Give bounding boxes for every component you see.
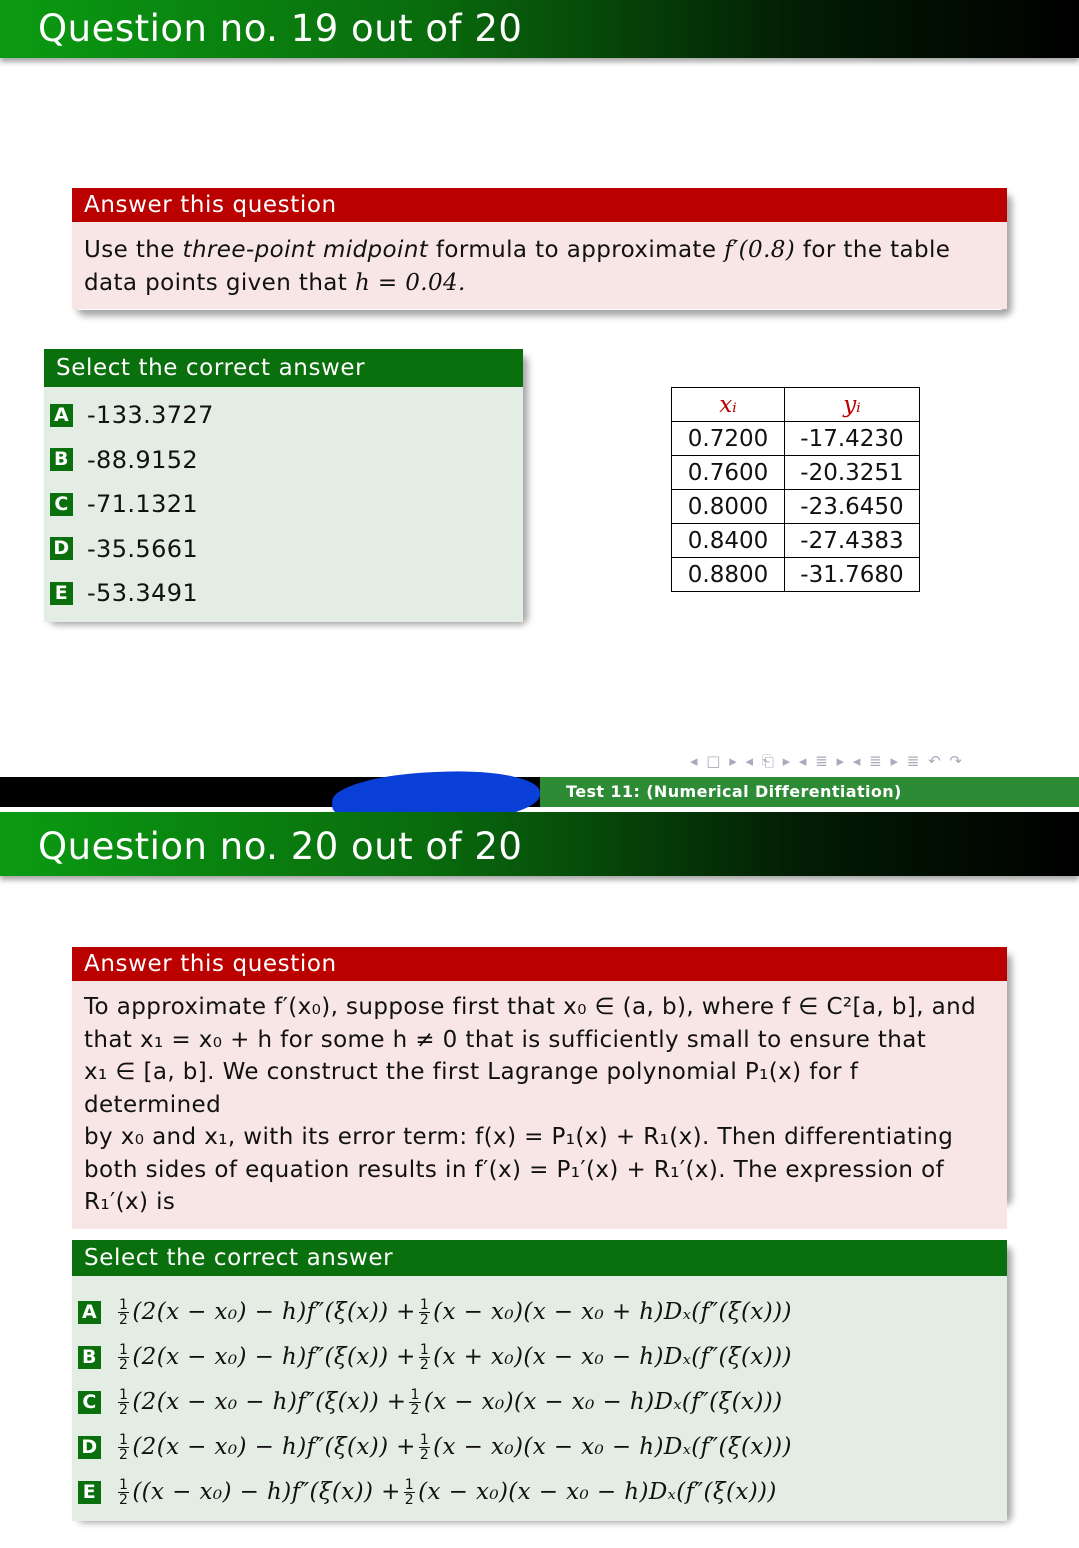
- question-text-part: Use the: [84, 237, 183, 263]
- option-letter: B: [78, 1346, 101, 1369]
- table-row: [672, 524, 920, 558]
- fraction-numerator: 1: [119, 1342, 129, 1358]
- fraction-numerator: 1: [119, 1432, 129, 1448]
- option-letter: D: [78, 1436, 101, 1459]
- option-expr: (2(x − x₀) − h)f″(ξ(x)) +: [132, 1434, 416, 1461]
- fraction-half: [419, 1433, 430, 1462]
- fraction-half: [404, 1478, 415, 1507]
- question-line: R₁′(x) is: [84, 1189, 176, 1215]
- fraction-half: [419, 1343, 430, 1372]
- beamer-navigation-icons[interactable]: ◂ □ ▸ ◂ ⎗ ▸ ◂ ≣ ▸ ◂ ≣ ▸ ≣ ↶ ↷: [690, 752, 965, 770]
- question-text-emphasis: three-point midpoint: [182, 237, 429, 263]
- answer-option-d[interactable]: [78, 1425, 1001, 1470]
- table-row: [672, 558, 920, 592]
- answer-option-b[interactable]: [50, 438, 517, 483]
- frame-title: Question no. 20 out of 20: [0, 812, 1079, 876]
- option-letter: E: [50, 582, 73, 605]
- option-value: -133.3727: [87, 401, 214, 429]
- option-expr: (2(x − x₀) − h)f″(ξ(x)) +: [132, 1344, 416, 1371]
- fraction-numerator: 1: [419, 1432, 430, 1448]
- fraction-denominator: 2: [119, 1312, 129, 1328]
- fraction-denominator: 2: [419, 1447, 430, 1463]
- fraction-numerator: 1: [404, 1477, 415, 1493]
- option-letter: A: [50, 404, 73, 427]
- math-h: h = 0.04.: [354, 269, 466, 296]
- answer-options: [72, 1276, 1007, 1521]
- option-expr: (2(x − x₀ − h)f″(ξ(x)) +: [132, 1389, 407, 1416]
- fraction-half: [118, 1433, 129, 1462]
- table-cell: 0.7600: [672, 456, 785, 490]
- option-value: -53.3491: [87, 579, 199, 607]
- table-cell: 0.7200: [672, 422, 785, 456]
- answer-option-a[interactable]: [78, 1290, 1001, 1335]
- option-expr: (x − x₀)(x − x₀ − h)Dₓ(f″(ξ(x))): [423, 1389, 783, 1416]
- option-letter: D: [50, 537, 73, 560]
- footer-title: Test 11: (Numerical Differentiation): [540, 777, 1079, 807]
- answer-block: [72, 1240, 1007, 1517]
- fraction-half: [118, 1388, 129, 1417]
- table-row: [672, 490, 920, 524]
- table-header-x: xᵢ: [672, 388, 785, 422]
- answer-option-e[interactable]: [78, 1470, 1001, 1515]
- fraction-half: [419, 1298, 430, 1327]
- table-cell: -23.6450: [785, 490, 920, 524]
- table-row: [672, 456, 920, 490]
- answer-block: [44, 349, 523, 619]
- fraction-denominator: 2: [404, 1492, 415, 1508]
- math-fprime: f′(0.8): [724, 237, 796, 263]
- fraction-numerator: 1: [119, 1477, 129, 1493]
- table-cell: -17.4230: [785, 422, 920, 456]
- table-header-y: yᵢ: [785, 388, 920, 422]
- question-text: [72, 222, 1007, 309]
- answer-option-a[interactable]: [50, 393, 517, 438]
- option-value: -35.5661: [87, 534, 199, 563]
- slide-question-20: [0, 812, 1079, 1548]
- fraction-denominator: 2: [419, 1312, 430, 1328]
- fraction-half: [409, 1388, 420, 1417]
- question-line: that x₁ = x₀ + h for some h ≠ 0 that is sufficiently small to ensure that: [84, 1026, 927, 1053]
- answer-option-c[interactable]: [78, 1380, 1001, 1425]
- option-letter: B: [50, 448, 73, 471]
- question-line: both sides of equation results in f′(x) = P₁′(x) + R₁′(x). The expression of: [84, 1156, 945, 1183]
- fraction-numerator: 1: [410, 1387, 420, 1403]
- question-text: [72, 981, 1007, 1229]
- question-line: x₁ ∈ [a, b]. We construct the first Lagrange polynomial P₁(x) for f determined: [84, 1059, 859, 1118]
- fraction-denominator: 2: [419, 1357, 430, 1373]
- option-letter: C: [78, 1391, 101, 1414]
- question-block-header: Answer this question: [72, 188, 1007, 222]
- fraction-denominator: 2: [119, 1447, 129, 1463]
- option-value: -71.1321: [87, 490, 199, 518]
- option-expr: ((x − x₀) − h)f″(ξ(x)) +: [132, 1479, 401, 1506]
- table-cell: 0.8400: [672, 524, 785, 558]
- table-row: [672, 422, 920, 456]
- question-block: [72, 188, 1007, 310]
- option-expr: (x − x₀)(x − x₀ + h)Dₓ(f″(ξ(x))): [433, 1299, 792, 1326]
- answer-option-d[interactable]: [50, 527, 517, 572]
- fraction-half: [118, 1343, 129, 1372]
- option-letter: C: [50, 493, 73, 516]
- option-expr: (x − x₀)(x − x₀ − h)Dₓ(f″(ξ(x))): [433, 1434, 792, 1461]
- data-table: [671, 387, 920, 592]
- fraction-denominator: 2: [119, 1492, 129, 1508]
- fraction-denominator: 2: [119, 1357, 129, 1373]
- table-cell: -27.4383: [785, 524, 920, 558]
- fraction-denominator: 2: [119, 1402, 129, 1418]
- option-expr: (x + x₀)(x − x₀ − h)Dₓ(f″(ξ(x))): [433, 1344, 792, 1371]
- question-text-part: for the table data points given that: [84, 237, 951, 296]
- table-cell: -31.7680: [785, 558, 920, 592]
- question-block: [72, 947, 1007, 1215]
- question-text-part: formula to approximate: [428, 237, 725, 263]
- table-cell: 0.8800: [672, 558, 785, 592]
- fraction-numerator: 1: [419, 1342, 430, 1358]
- fraction-half: [118, 1298, 129, 1327]
- answer-option-e[interactable]: [50, 571, 517, 616]
- table-header-row: [672, 388, 920, 422]
- fraction-numerator: 1: [419, 1297, 430, 1313]
- option-expr: (2(x − x₀) − h)f″(ξ(x)) +: [132, 1299, 416, 1326]
- table-cell: -20.3251: [785, 456, 920, 490]
- answer-option-c[interactable]: [50, 482, 517, 527]
- fraction-half: [118, 1478, 129, 1507]
- fraction-numerator: 1: [119, 1297, 129, 1313]
- option-expr: (x − x₀)(x − x₀ − h)Dₓ(f″(ξ(x))): [418, 1479, 777, 1506]
- question-line: by x₀ and x₁, with its error term: f(x) = P₁(x) + R₁(x). Then differentiating: [84, 1124, 954, 1150]
- fraction-denominator: 2: [410, 1402, 420, 1418]
- answer-block-header: Select the correct answer: [44, 349, 523, 387]
- option-letter: A: [78, 1301, 101, 1324]
- question-line: To approximate f′(x₀), suppose first that x₀ ∈ (a, b), where f ∈ C²[a, b], and: [84, 994, 977, 1020]
- fraction-numerator: 1: [119, 1387, 129, 1403]
- option-value: -88.9152: [87, 445, 199, 474]
- table-cell: 0.8000: [672, 490, 785, 524]
- answer-block-header: Select the correct answer: [72, 1240, 1007, 1276]
- frame-title: Question no. 19 out of 20: [0, 0, 1079, 58]
- answer-option-b[interactable]: [78, 1335, 1001, 1380]
- answer-options: [44, 387, 523, 622]
- option-letter: E: [78, 1481, 101, 1504]
- question-block-header: Answer this question: [72, 947, 1007, 981]
